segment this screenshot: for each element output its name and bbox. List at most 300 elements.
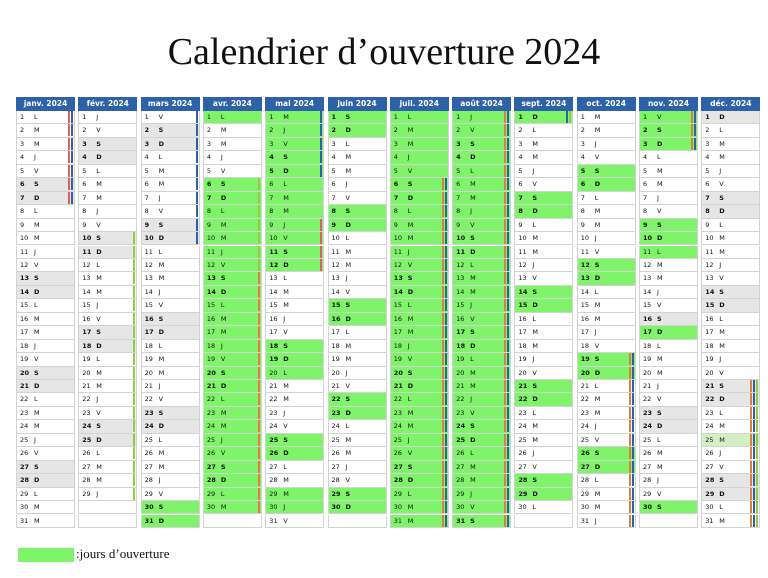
marker-bar — [442, 474, 444, 486]
weekday-letter: M — [96, 462, 102, 471]
day-number: 10 — [269, 234, 278, 243]
day-number: 20 — [82, 368, 91, 377]
weekday-letter: J — [220, 247, 223, 256]
day-cell — [452, 515, 511, 528]
day-cell — [78, 340, 137, 353]
day-cell — [390, 192, 449, 205]
weekday-letter: M — [34, 139, 40, 148]
day-cell — [639, 259, 698, 272]
day-cell — [514, 501, 573, 514]
weekday-letter: S — [407, 180, 413, 189]
day-cell — [701, 501, 760, 514]
day-number: 15 — [580, 301, 589, 310]
day-cell — [78, 326, 137, 339]
marker-bar — [133, 326, 135, 338]
weekday-letter: M — [407, 126, 414, 135]
weekday-letter: D — [657, 328, 663, 337]
weekday-letter: L — [719, 126, 723, 135]
day-cell — [514, 380, 573, 393]
day-cell — [328, 286, 387, 299]
marker-bar — [504, 299, 506, 311]
day-number: 13 — [269, 274, 278, 283]
day-cell — [577, 367, 636, 380]
marker-bars — [504, 501, 509, 513]
weekday-letter: J — [96, 301, 99, 310]
marker-bars — [258, 299, 260, 311]
weekday-letter: D — [532, 489, 538, 498]
weekday-letter: S — [657, 314, 662, 323]
marker-bar — [504, 393, 506, 405]
marker-bar — [320, 232, 322, 244]
marker-bars — [258, 259, 260, 271]
weekday-letter: M — [345, 449, 352, 458]
day-cell — [514, 420, 573, 433]
weekday-letter: V — [34, 449, 39, 458]
day-cell — [203, 205, 262, 218]
day-number: 18 — [705, 341, 714, 350]
weekday-letter: S — [96, 139, 101, 148]
day-number: 11 — [82, 247, 92, 256]
marker-bars — [504, 178, 509, 190]
marker-bar — [507, 515, 509, 527]
day-number: 1 — [82, 113, 87, 121]
day-cell — [78, 165, 137, 178]
day-number: 5 — [393, 166, 398, 175]
day-cell — [452, 367, 511, 380]
day-number: 19 — [331, 355, 340, 364]
day-number: 18 — [82, 341, 92, 350]
marker-bar — [629, 353, 631, 365]
marker-bars — [258, 192, 260, 204]
day-number: 4 — [20, 153, 25, 162]
weekday-letter: V — [657, 395, 662, 404]
month-column — [265, 97, 324, 537]
day-cell — [203, 286, 262, 299]
marker-bar — [753, 501, 755, 513]
marker-bar — [442, 205, 444, 217]
marker-bars — [442, 380, 447, 392]
day-cell — [390, 259, 449, 272]
weekday-letter: M — [96, 368, 102, 377]
marker-bar — [442, 326, 444, 338]
day-cell — [265, 138, 324, 151]
weekday-letter: M — [345, 260, 352, 269]
day-cell — [265, 192, 324, 205]
day-number: 10 — [82, 234, 92, 243]
day-number: 8 — [580, 207, 585, 216]
day-number: 5 — [518, 166, 523, 175]
day-cell — [452, 219, 511, 232]
day-cell — [203, 420, 262, 433]
weekday-letter: M — [345, 341, 352, 350]
day-cell — [328, 111, 387, 124]
weekday-letter: J — [283, 126, 286, 135]
day-cell — [78, 232, 137, 245]
day-cell — [452, 259, 511, 272]
marker-bar — [445, 340, 447, 352]
marker-bar — [632, 407, 634, 419]
weekday-letter: M — [594, 314, 601, 323]
marker-bars — [258, 407, 260, 419]
weekday-letter: D — [345, 503, 351, 512]
marker-bar — [133, 286, 135, 298]
weekday-letter: M — [407, 503, 414, 512]
marker-bar — [753, 461, 755, 473]
day-cell — [16, 124, 75, 137]
day-number: 20 — [393, 368, 403, 377]
marker-bar — [442, 420, 444, 432]
marker-bar — [442, 340, 444, 352]
day-number: 18 — [393, 341, 403, 350]
day-cell — [328, 353, 387, 366]
day-cell — [390, 461, 449, 474]
day-cell — [16, 219, 75, 232]
marker-bar — [756, 434, 758, 446]
day-number: 11 — [518, 247, 527, 256]
weekday-letter: S — [719, 382, 724, 390]
day-cell — [577, 259, 636, 272]
marker-bar — [507, 434, 509, 446]
weekday-letter: S — [96, 422, 101, 431]
day-number: 17 — [580, 328, 589, 337]
day-number: 19 — [518, 355, 527, 364]
marker-bar — [71, 192, 73, 204]
day-cell — [514, 299, 573, 312]
weekday-letter: M — [719, 139, 725, 148]
weekday-letter: S — [407, 274, 413, 283]
weekday-letter: V — [158, 113, 164, 121]
day-cell — [639, 353, 698, 366]
day-number: 23 — [82, 408, 91, 417]
day-cell — [265, 165, 324, 178]
marker-bar — [504, 326, 506, 338]
day-number: 13 — [82, 274, 91, 283]
day-number: 4 — [580, 153, 585, 162]
marker-bars — [320, 232, 322, 244]
weekday-letter: D — [283, 260, 289, 269]
day-cell — [78, 420, 137, 433]
weekday-letter: J — [657, 382, 659, 390]
marker-bars — [133, 353, 135, 365]
marker-bars — [133, 420, 135, 432]
day-number: 13 — [20, 274, 30, 283]
day-number: 31 — [20, 516, 29, 525]
marker-bar — [320, 151, 322, 163]
day-number: 18 — [456, 341, 466, 350]
day-cell — [639, 420, 698, 433]
day-number: 12 — [269, 260, 279, 269]
weekday-letter: V — [594, 435, 600, 444]
marker-bar — [507, 124, 509, 136]
marker-bar — [133, 246, 135, 258]
day-cell — [328, 259, 387, 272]
marker-bars — [504, 393, 509, 405]
weekday-letter: D — [158, 516, 164, 525]
day-number: 9 — [705, 220, 710, 229]
day-number: 26 — [331, 449, 340, 458]
marker-bar — [445, 501, 447, 513]
day-cell — [203, 232, 262, 245]
day-number: 5 — [82, 166, 87, 175]
marker-bar — [753, 488, 755, 500]
page-title: Calendrier d’ouverture 2024 — [167, 31, 601, 73]
marker-bars — [504, 326, 509, 338]
day-cell — [328, 340, 387, 353]
day-cell — [701, 434, 760, 447]
day-number: 2 — [82, 126, 87, 135]
day-number: 27 — [705, 462, 714, 471]
day-cell — [203, 501, 262, 514]
marker-bar — [258, 393, 260, 405]
marker-bar — [445, 205, 447, 217]
marker-bar — [445, 447, 447, 459]
weekday-letter: S — [657, 126, 662, 135]
weekday-letter: J — [532, 260, 535, 269]
day-number: 28 — [393, 476, 403, 485]
empty-cell — [203, 515, 262, 528]
weekday-letter: S — [407, 462, 413, 471]
day-number: 10 — [580, 234, 589, 243]
marker-bars — [68, 178, 73, 190]
weekday-letter: D — [34, 382, 40, 390]
day-number: 1 — [144, 113, 149, 121]
day-number: 10 — [518, 234, 527, 243]
day-number: 28 — [82, 476, 91, 485]
marker-bars — [442, 515, 447, 527]
weekday-letter: D — [345, 314, 351, 323]
marker-bars — [442, 313, 447, 325]
marker-bar — [258, 246, 260, 258]
marker-bar — [445, 407, 447, 419]
day-number: 20 — [331, 368, 340, 377]
day-cell — [514, 340, 573, 353]
day-number: 2 — [643, 126, 648, 135]
day-cell — [452, 299, 511, 312]
day-cell — [328, 380, 387, 393]
marker-bar — [445, 286, 447, 298]
weekday-letter: S — [657, 503, 662, 512]
marker-bars — [442, 474, 447, 486]
day-cell — [701, 138, 760, 151]
day-number: 6 — [20, 180, 25, 189]
weekday-letter: S — [345, 207, 351, 216]
marker-bars — [133, 461, 135, 473]
marker-bars — [68, 165, 73, 177]
day-cell — [452, 380, 511, 393]
month-header: sept. 2024 — [514, 97, 573, 111]
marker-bar — [196, 219, 198, 231]
marker-bar — [445, 434, 447, 446]
day-cell — [328, 178, 387, 191]
marker-bar — [445, 192, 447, 204]
day-number: 16 — [20, 314, 29, 323]
day-number: 6 — [580, 180, 586, 189]
marker-bar — [753, 447, 755, 459]
day-number: 4 — [643, 153, 648, 162]
month-column — [701, 97, 760, 537]
day-cell — [390, 246, 449, 259]
marker-bar — [694, 138, 696, 150]
day-cell — [639, 313, 698, 326]
month-header: nov. 2024 — [639, 97, 698, 111]
weekday-letter: J — [594, 516, 597, 525]
day-number: 20 — [206, 368, 216, 377]
weekday-letter: D — [158, 234, 164, 243]
weekday-letter: D — [283, 166, 289, 175]
day-number: 10 — [20, 234, 29, 243]
weekday-letter: M — [532, 422, 538, 431]
day-number: 26 — [269, 449, 279, 458]
day-cell — [390, 111, 449, 124]
day-number: 24 — [331, 422, 340, 431]
day-number: 7 — [82, 193, 87, 202]
day-number: 10 — [144, 234, 154, 243]
marker-bars — [442, 178, 447, 190]
day-cell — [514, 286, 573, 299]
marker-bar — [504, 219, 506, 231]
marker-bar — [507, 286, 509, 298]
marker-bar — [320, 259, 322, 271]
weekday-letter: J — [470, 489, 473, 498]
day-cell — [203, 138, 262, 151]
weekday-letter: S — [283, 341, 288, 350]
marker-bar — [507, 178, 509, 190]
marker-bars — [196, 219, 198, 231]
day-number: 16 — [331, 314, 341, 323]
day-number: 30 — [456, 503, 465, 512]
weekday-letter: S — [283, 153, 288, 162]
day-number: 31 — [705, 516, 714, 525]
marker-bar — [632, 380, 634, 392]
weekday-letter: D — [657, 234, 663, 243]
marker-bar — [507, 407, 509, 419]
day-cell — [701, 326, 760, 339]
marker-bars — [133, 340, 135, 352]
marker-bars — [320, 259, 322, 271]
day-number: 3 — [705, 139, 710, 148]
day-cell — [16, 488, 75, 501]
day-number: 12 — [643, 260, 652, 269]
weekday-letter: D — [532, 207, 538, 216]
day-number: 10 — [643, 234, 653, 243]
day-number: 6 — [331, 180, 336, 189]
marker-bars — [258, 178, 260, 190]
marker-bar — [445, 272, 447, 284]
day-cell — [265, 246, 324, 259]
weekday-letter: L — [470, 355, 474, 364]
marker-bar — [504, 178, 506, 190]
weekday-letter: D — [34, 193, 40, 202]
day-cell — [639, 326, 698, 339]
day-number: 1 — [20, 113, 25, 121]
day-number: 21 — [144, 382, 153, 390]
marker-bar — [133, 313, 135, 325]
day-cell — [514, 488, 573, 501]
month-column — [639, 97, 698, 537]
weekday-letter: M — [407, 516, 414, 525]
day-number: 24 — [456, 422, 466, 431]
weekday-letter: S — [96, 234, 101, 243]
marker-bars — [504, 192, 509, 204]
weekday-letter: J — [34, 247, 36, 256]
month-column — [390, 97, 449, 537]
day-cell — [577, 124, 636, 137]
day-number: 5 — [705, 166, 710, 175]
day-cell — [577, 447, 636, 460]
day-cell — [16, 367, 75, 380]
day-cell — [577, 219, 636, 232]
marker-bar — [442, 407, 444, 419]
month-column — [78, 97, 137, 537]
weekday-letter: J — [657, 193, 659, 202]
day-number: 25 — [206, 435, 216, 444]
marker-bar — [750, 407, 752, 419]
marker-bar — [691, 111, 693, 123]
month-column — [577, 97, 636, 537]
day-cell — [390, 380, 449, 393]
weekday-letter: J — [594, 234, 597, 243]
day-number: 27 — [518, 462, 527, 471]
weekday-letter: M — [34, 220, 40, 229]
marker-bars — [750, 393, 758, 405]
day-number: 28 — [269, 476, 278, 485]
day-number: 29 — [456, 489, 465, 498]
weekday-letter: J — [158, 476, 161, 485]
day-cell — [328, 461, 387, 474]
day-cell — [265, 124, 324, 137]
day-cell — [390, 326, 449, 339]
day-number: 25 — [393, 435, 403, 444]
marker-bar — [196, 165, 198, 177]
day-cell — [78, 393, 137, 406]
day-cell — [390, 151, 449, 164]
day-number: 21 — [82, 382, 91, 390]
marker-bar — [632, 488, 634, 500]
day-cell — [639, 488, 698, 501]
weekday-letter: M — [532, 435, 538, 444]
marker-bar — [632, 367, 634, 379]
weekday-letter: J — [96, 395, 99, 404]
day-cell — [78, 299, 137, 312]
marker-bar — [445, 380, 447, 392]
day-cell — [514, 393, 573, 406]
marker-bars — [442, 447, 447, 459]
day-number: 18 — [331, 341, 340, 350]
weekday-letter: M — [158, 274, 165, 283]
marker-bar — [629, 474, 631, 486]
weekday-letter: M — [657, 355, 663, 364]
weekday-letter: L — [34, 395, 38, 404]
day-number: 22 — [580, 395, 589, 404]
marker-bars — [566, 111, 571, 123]
day-cell — [203, 111, 262, 124]
weekday-letter: J — [34, 153, 36, 162]
marker-bar — [507, 326, 509, 338]
day-number: 20 — [705, 368, 714, 377]
marker-bars — [629, 420, 634, 432]
weekday-letter: M — [345, 247, 352, 256]
weekday-letter: M — [34, 408, 40, 417]
marker-bar — [133, 420, 135, 432]
day-cell — [78, 367, 137, 380]
empty-cell — [78, 501, 137, 514]
weekday-letter: D — [719, 113, 725, 121]
weekday-letter: J — [283, 503, 286, 512]
marker-bar — [196, 178, 198, 190]
day-cell — [265, 461, 324, 474]
marker-bars — [504, 219, 509, 231]
day-number: 6 — [269, 180, 274, 189]
